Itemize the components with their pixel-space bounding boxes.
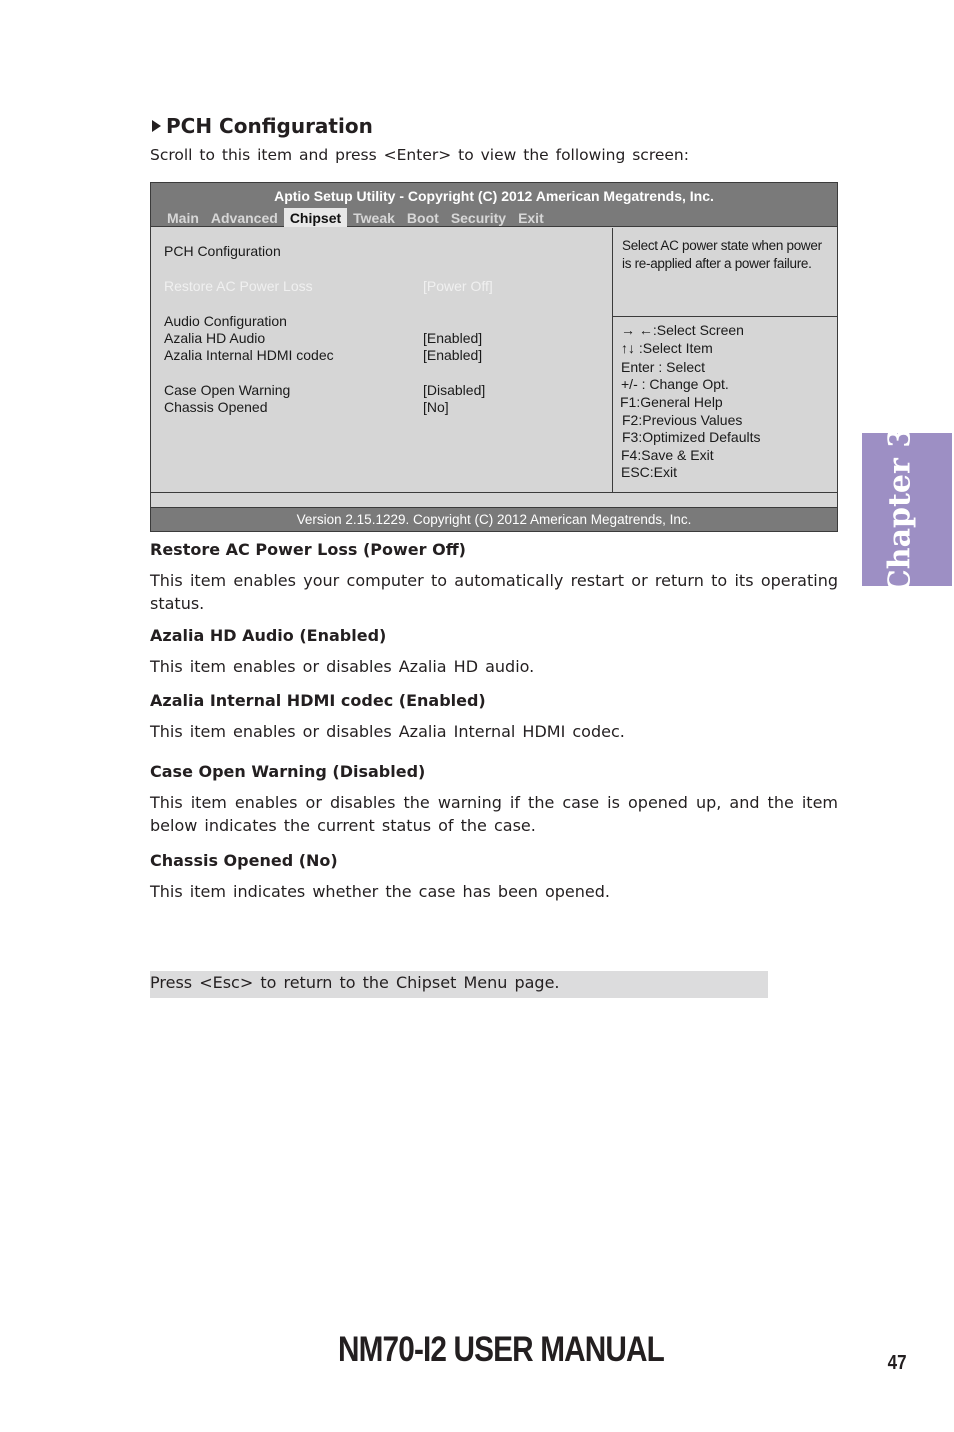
item-text-azalia-hdmi: This item enables or disables Azalia Internal HDMI codec. bbox=[150, 722, 625, 741]
bios-tab-bar bbox=[151, 208, 550, 227]
tab-security[interactable]: Security bbox=[450, 210, 507, 226]
bios-divider bbox=[151, 492, 837, 507]
key-select-item: ↑↓ :Select Item bbox=[621, 340, 713, 356]
esc-note: Press <Esc> to return to the Chipset Menu page. bbox=[150, 971, 768, 998]
tab-advanced[interactable]: Advanced bbox=[210, 210, 278, 226]
setting-restore-ac-power-loss[interactable]: Restore AC Power Loss bbox=[164, 278, 313, 294]
item-title-azalia-hd-audio: Azalia HD Audio (Enabled) bbox=[150, 626, 387, 645]
key-save-exit: F4:Save & Exit bbox=[621, 447, 714, 463]
item-title-restore-ac: Restore AC Power Loss (Power Off) bbox=[150, 540, 466, 559]
setting-azalia-hdmi-codec[interactable]: Azalia Internal HDMI codec bbox=[164, 347, 334, 363]
setting-chassis-opened-value: [No] bbox=[423, 399, 449, 415]
key-esc-exit: ESC:Exit bbox=[621, 464, 678, 480]
setting-azalia-hd-audio[interactable]: Azalia HD Audio bbox=[164, 330, 266, 346]
key-change-opt: +/- : Change Opt. bbox=[621, 376, 729, 392]
setting-case-open-warning[interactable]: Case Open Warning bbox=[164, 382, 291, 398]
triangle-bullet-icon bbox=[152, 120, 161, 132]
setting-restore-ac-power-loss-value[interactable]: [Power Off] bbox=[423, 278, 493, 294]
page-number: 47 bbox=[887, 1352, 907, 1374]
tab-main[interactable]: Main bbox=[167, 210, 199, 226]
setting-azalia-hdmi-codec-value[interactable]: [Enabled] bbox=[423, 347, 483, 363]
item-text-restore-ac: This item enables your computer to automatically restart or return to its operating status. bbox=[150, 571, 838, 613]
item-text-azalia-hd-audio: This item enables or disables Azalia HD audio. bbox=[150, 657, 535, 676]
key-previous-values: F2:Previous Values bbox=[622, 412, 743, 428]
key-select-screen: → ←:Select Screen bbox=[621, 322, 744, 338]
tab-boot[interactable]: Boot bbox=[406, 210, 439, 226]
setting-case-open-warning-value[interactable]: [Disabled] bbox=[423, 382, 486, 398]
section-title-text: PCH Configuration bbox=[166, 114, 373, 138]
bios-header bbox=[151, 183, 837, 227]
help-line: is re-applied after a power failure. bbox=[622, 256, 812, 271]
item-text-case-open: This item enables or disables the warning if the case is opened up, and the item below indicates the current status of the case. bbox=[150, 793, 838, 835]
help-line: Select AC power state when power bbox=[622, 238, 822, 253]
section-title bbox=[152, 114, 373, 138]
manual-title: NM70-I2 USER MANUAL bbox=[337, 1330, 665, 1369]
key-optimized-defaults: F3:Optimized Defaults bbox=[622, 429, 761, 445]
key-general-help: F1:General Help bbox=[620, 394, 723, 410]
bios-help-panel bbox=[613, 228, 837, 317]
bios-settings-panel bbox=[151, 228, 613, 492]
bios-footer: Version 2.15.1229. Copyright (C) 2012 American Megatrends, Inc. bbox=[151, 507, 837, 531]
key-enter-select: Enter : Select bbox=[621, 359, 706, 375]
item-title-chassis-opened: Chassis Opened (No) bbox=[150, 851, 338, 870]
tab-tweak[interactable]: Tweak bbox=[353, 210, 395, 226]
audio-configuration-label: Audio Configuration bbox=[164, 313, 287, 329]
setting-chassis-opened: Chassis Opened bbox=[164, 399, 268, 415]
bios-header-title: Aptio Setup Utility - Copyright (C) 2012 American Megatrends, Inc. bbox=[274, 188, 714, 204]
chapter-label: Chapter 3 bbox=[882, 426, 918, 594]
bios-key-legend bbox=[613, 318, 837, 492]
intro-text: Scroll to this item and press <Enter> to view the following screen: bbox=[150, 146, 689, 164]
item-title-case-open: Case Open Warning (Disabled) bbox=[150, 762, 426, 781]
item-title-azalia-hdmi: Azalia Internal HDMI codec (Enabled) bbox=[150, 691, 486, 710]
item-text-chassis-opened: This item indicates whether the case has been opened. bbox=[150, 882, 610, 901]
tab-exit[interactable]: Exit bbox=[518, 210, 544, 226]
bios-screen bbox=[150, 182, 838, 532]
bios-page-heading: PCH Configuration bbox=[164, 243, 281, 259]
setting-azalia-hd-audio-value[interactable]: [Enabled] bbox=[423, 330, 483, 346]
tab-chipset[interactable]: Chipset bbox=[284, 208, 347, 227]
